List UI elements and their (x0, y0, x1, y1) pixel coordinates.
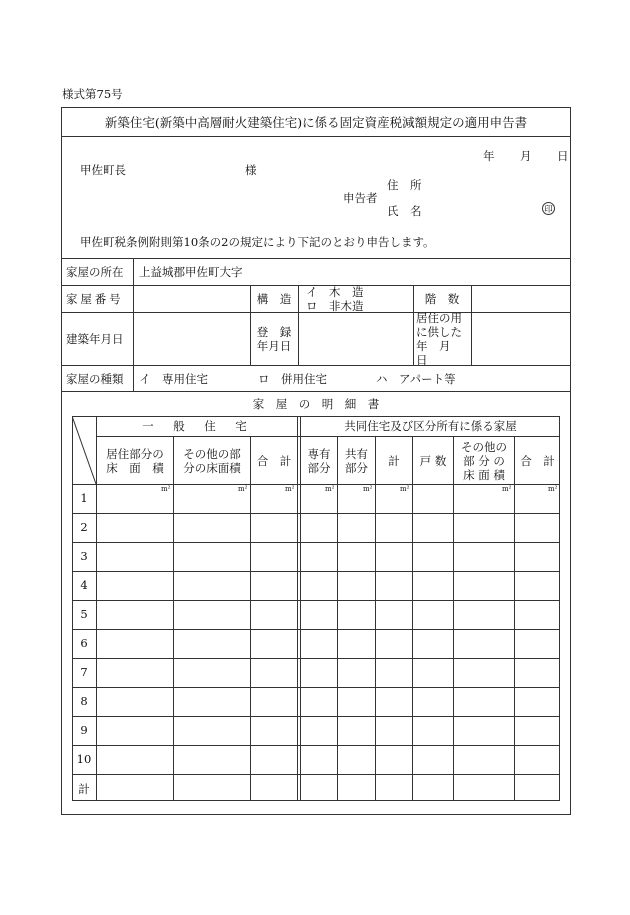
row-number: 3 (80, 549, 88, 563)
col-other2-line1: その他の (461, 439, 507, 454)
details-title: 家 屋 の 明 細 書 (252, 397, 380, 411)
area-unit-label: m² (238, 485, 248, 493)
row-number: 計 (78, 782, 90, 796)
registration-date-label (251, 313, 297, 365)
divider (173, 436, 174, 801)
application-form (61, 107, 571, 815)
occupancy-date-label (416, 313, 470, 365)
area-unit-label: m² (325, 485, 335, 493)
occupancy-label-line3: 年 月 日 (416, 339, 462, 367)
divider (62, 312, 570, 313)
col-total-shared: 合 計 (520, 453, 555, 468)
col-living-area (97, 437, 173, 484)
area-unit-label: m² (161, 485, 171, 493)
divider (133, 258, 134, 391)
divider (298, 285, 299, 365)
col-total: 合 計 (256, 453, 292, 468)
col-living-area-line1: 居住部分の (106, 446, 164, 461)
col-other-area-line1: その他の部 (183, 446, 241, 461)
divider (297, 416, 298, 801)
col-common-line2: 部分 (345, 460, 368, 475)
house-type-label: 家屋の種類 (66, 371, 124, 386)
house-type-option-apartment: ハ アパート等 (376, 372, 456, 386)
divider (337, 436, 338, 801)
registration-label-line1: 登 録 (256, 325, 292, 339)
row-number: 10 (76, 752, 92, 766)
row-divider (72, 745, 560, 746)
col-common-part (338, 437, 375, 484)
row-divider (72, 513, 560, 514)
divider (72, 484, 560, 485)
col-private-part (301, 437, 337, 484)
statement-text: 甲佐町税条例附則第10条の2の規定により下記のとおり申告します。 (80, 235, 435, 249)
area-unit-label: m² (502, 485, 512, 493)
date-day-label: 日 (557, 149, 569, 163)
corner-diagonal (72, 416, 96, 484)
row-divider (72, 571, 560, 572)
divider (471, 285, 472, 365)
col-other-area-line2: 分の床面積 (183, 460, 241, 475)
col-other2-line3: 床 面 積 (463, 467, 505, 482)
area-unit-label: m² (548, 485, 558, 493)
location-label: 家屋の所在 (66, 265, 124, 279)
col-other-area (174, 437, 250, 484)
row-divider (72, 600, 560, 601)
col-private-line2: 部分 (307, 460, 331, 475)
house-number-label: 家屋番号 (66, 292, 124, 306)
row-divider (72, 774, 560, 775)
row-number: 9 (80, 723, 88, 737)
occupancy-label-line1: 居住の用 (416, 311, 462, 325)
form-number: 様式第75号 (62, 87, 123, 101)
honorific: 様 (245, 163, 257, 177)
addressee: 甲佐町長 (80, 163, 126, 177)
structure-label: 構 造 (256, 292, 292, 306)
row-number: 2 (80, 520, 88, 534)
built-date-label: 建築年月日 (66, 332, 124, 346)
details-table (72, 416, 560, 801)
row-number: 7 (80, 665, 88, 679)
location-value: 上益城郡甲佐町大字 (139, 265, 243, 279)
col-other2-line2: 部 分 の (463, 453, 505, 468)
divider (453, 436, 454, 801)
row-divider (72, 716, 560, 717)
registration-label-line2: 年月日 (256, 339, 292, 353)
row-divider (72, 687, 560, 688)
col-other-area-shared (454, 437, 514, 484)
divider (300, 416, 301, 801)
occupancy-label-line2: に供した (416, 325, 462, 339)
row-number: 6 (80, 636, 88, 650)
floors-label: 階 数 (424, 292, 460, 306)
divider (375, 436, 376, 801)
group-shared-housing: 共同住宅及び区分所有に係る家屋 (344, 419, 517, 433)
col-common-line1: 共有 (345, 446, 368, 461)
area-unit-label: m² (285, 485, 295, 493)
house-type-option-combined: ロ 併用住宅 (258, 372, 327, 386)
col-private-line1: 専有 (307, 446, 331, 461)
applicant-label: 申告者 (343, 191, 378, 205)
col-sum: 計 (388, 453, 400, 468)
divider (412, 436, 413, 801)
col-living-area-line2: 床 面 積 (106, 460, 164, 475)
name-label: 氏 名 (387, 204, 422, 218)
row-number: 1 (80, 491, 88, 505)
form-title: 新築住宅(新築中高層耐火建築住宅)に係る固定資産税減額規定の適用申告書 (104, 115, 528, 130)
row-number: 4 (80, 578, 88, 592)
divider (62, 365, 570, 366)
seal-mark: 印 (542, 202, 555, 215)
col-unit-count: 戸 数 (419, 453, 447, 468)
divider (250, 436, 251, 801)
area-unit-label: m² (363, 485, 373, 493)
row-number: 8 (80, 694, 88, 708)
row-divider (72, 658, 560, 659)
structure-options (306, 286, 406, 312)
house-type-option-dedicated: イ 専用住宅 (139, 372, 208, 386)
divider (62, 136, 570, 137)
divider (96, 416, 97, 801)
date-year-label: 年 (483, 149, 495, 163)
group-general-housing: 一 般 住 宅 (142, 419, 251, 433)
date-month-label: 月 (520, 149, 532, 163)
row-divider (72, 542, 560, 543)
address-label: 住 所 (387, 178, 422, 192)
divider (514, 436, 515, 801)
structure-option-wood: イ 木 造 (306, 285, 364, 299)
row-divider (72, 629, 560, 630)
structure-option-nonwood: ロ 非木造 (306, 299, 364, 313)
area-unit-label: m² (400, 485, 410, 493)
row-number: 5 (80, 607, 88, 621)
